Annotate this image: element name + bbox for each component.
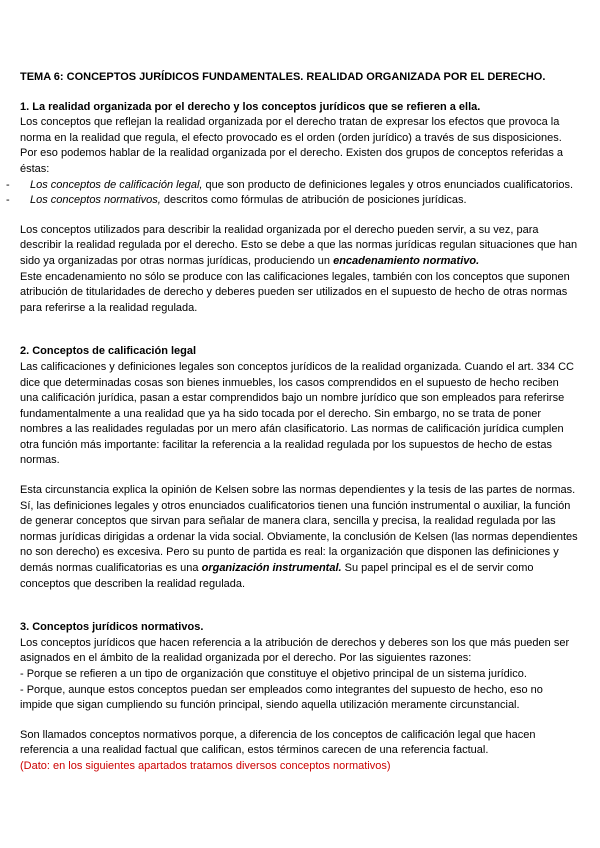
bullet-item — [6, 193, 578, 209]
bullet-text: descritos como fórmulas de atribución de posiciones jurídicas. — [160, 194, 467, 207]
bullet-emphasis: Los conceptos normativos, — [30, 194, 161, 207]
bullet-text: que son producto de definiciones legales y otros enunciados cualificatorios. — [202, 178, 574, 191]
emphasis-term: organización instrumental. — [201, 562, 342, 575]
document-title: TEMA 6: CONCEPTOS JURÍDICOS FUNDAMENTALES. REALIDAD ORGANIZADA POR EL DERECHO. — [20, 71, 546, 83]
section-1-paragraph-2 — [20, 223, 578, 270]
bullet-dash: - — [6, 178, 10, 191]
section-1 — [6, 100, 578, 317]
bullet-item — [6, 178, 578, 194]
section-3-heading: 3. Conceptos jurídicos normativos. — [20, 621, 204, 634]
bullet-emphasis: Los conceptos de calificación legal, — [30, 178, 203, 191]
paragraph-text: Esta circunstancia explica la opinión de Kelsen sobre las normas dependientes y la tesis de las partes de normas. Sí, las definiciones legales y otros enunciados cualificatorios tienen una función instrumental o auxiliar, la función de generar conceptos que sirvan para señalar de manera clara, sencilla y precisa, la realidad regulada por las normas jurídicas dirigidas a ordenar la vida social. Obviamente, la conclusión de Kelsen (las normas dependientes no son derecho) es excesiva. Pero su punto de partida es real: la organización que disponen las definiciones y demás normas cualificatorias es una — [20, 484, 578, 575]
section-2-paragraph-1: Las calificaciones y definiciones legales son conceptos jurídicos de la realidad organizada. Cuando el art. 334 CC dice que determinadas cosas son bienes inmuebles, los casos comprendidos en el supuesto de hecho reciben una calificación jurídica, pasan a estar comprendidos bajo un nombre jurídico que son empleados para referirse fundamentalmente a una realidad que ya ha sido tocada por el derecho. Sin embargo, no se trata de poner nombres a las realidades reguladas por un mero afán clasificatorio. Las normas de calificación jurídica cumplen otra función más importante: facilitar la referencia a la realidad regulada por los supuestos de hecho de estas normas. — [20, 360, 574, 467]
section-1-heading: 1. La realidad organizada por el derecho y los conceptos jurídicos que se refieren a ella. — [20, 100, 481, 113]
document-page — [6, 70, 578, 775]
reason-item: - Porque, aunque estos conceptos puedan ser empleados como integrantes del supuesto de hecho, eso no impide que sigan cumpliendo su función principal, siendo aquella utilización meramente circunstancial. — [20, 683, 543, 712]
emphasis-term: encadenamiento normativo. — [333, 254, 480, 267]
section-1-paragraph-1: Los conceptos que reflejan la realidad organizada por el derecho tratan de expresar los efectos que provoca la norma en la realidad que regula, el efecto provocado es el orden (orden jurídico) a través de sus disposiciones. Por eso podemos hablar de la realidad organizada por el derecho. Existen dos grupos de conceptos referidas a éstas: — [20, 116, 564, 175]
section-1-paragraph-3: Este encadenamiento no sólo se produce con las calificaciones legales, también con los conceptos que suponen atribución de titularidades de derecho y deberes pueden ser utilizados en el supuesto de hecho de otras normas para referirse a la realidad regulada. — [20, 270, 570, 314]
note-text: (Dato: en los siguientes apartados tratamos diversos conceptos normativos) — [20, 759, 391, 772]
reason-item: - Porque se refieren a un tipo de organización que constituye el objetivo principal de un sistema jurídico. — [20, 668, 527, 680]
paragraph-text: Su papel principal es el de servir como conceptos que describen la realidad regulada. — [20, 562, 534, 590]
section-3 — [20, 620, 578, 774]
bullet-dash: - — [6, 194, 10, 207]
paragraph-text: Los conceptos utilizados para describir la realidad organizada por el derecho pueden servir, a su vez, para describir la realidad regulada por el derecho. Esto se debe a que las normas jurídicas regulan situaciones que han sido ya organizadas por otras normas jurídicas, produciendo un — [20, 223, 578, 267]
section-2-paragraph-2 — [20, 483, 578, 592]
section-3-paragraph-1: Los conceptos jurídicos que hacen referencia a la atribución de derechos y deberes son los que más pueden ser asignados en el ámbito de la realidad organizada por el derecho. Por las siguientes razones: — [20, 636, 570, 665]
section-2-heading: 2. Conceptos de calificación legal — [20, 345, 197, 358]
section-3-paragraph-2: Son llamados conceptos normativos porque, a diferencia de los conceptos de calificación legal que hacen referencia a una realidad factual que califican, estos términos carecen de una referencia factual. — [20, 728, 536, 757]
section-2 — [20, 344, 578, 592]
